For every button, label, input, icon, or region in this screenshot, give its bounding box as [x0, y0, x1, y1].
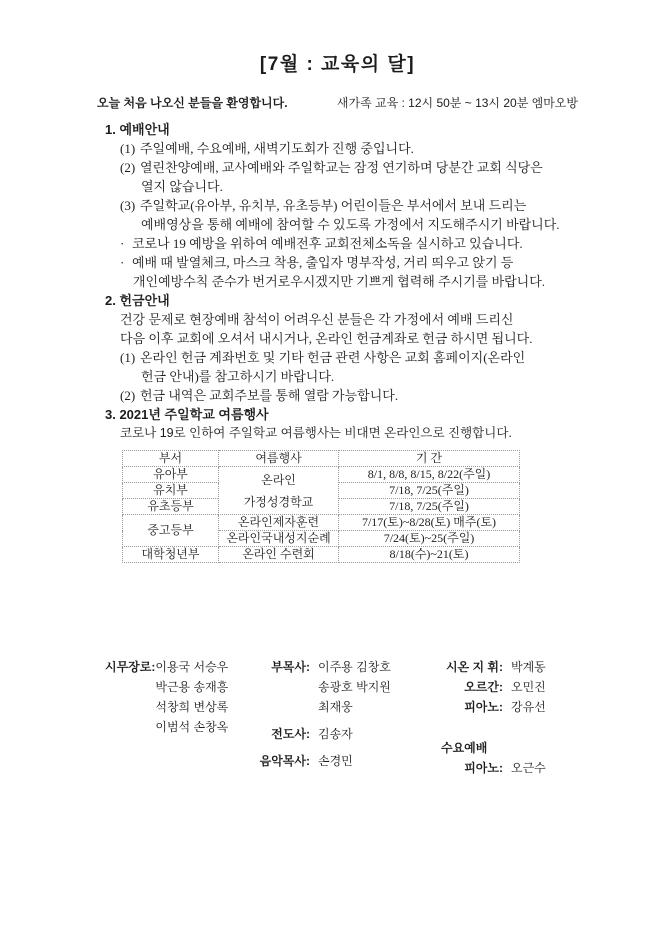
evangelist-name: 김송자: [318, 727, 353, 741]
table-row: [123, 515, 520, 531]
organist-name: 오민진: [511, 680, 546, 694]
event-line: 가정성경학교: [243, 494, 314, 509]
table-header-row: [123, 451, 520, 467]
item-text: 주일예배, 수요예배, 새벽기도회가 진행 중입니다.: [140, 141, 414, 156]
pianist-label: 피아노:: [464, 700, 503, 714]
cell-event: 온라인국내성지순례: [219, 531, 339, 547]
elder-name-line: 이범석 손창옥: [155, 720, 229, 734]
item-text: 주일학교(유아부, 유치부, 유초등부) 어린이들은 부서에서 보내 드리는: [140, 198, 527, 213]
pastor-name-line: 이주용 김창호: [318, 660, 391, 674]
item-marker: (1): [120, 350, 136, 365]
evangelist-label: 전도사:: [271, 727, 310, 741]
staff-col-pastors: [252, 657, 435, 778]
zion-conductor-label: 시온 지 휘:: [445, 660, 503, 674]
music-pastor-name: 손경민: [318, 754, 353, 768]
offering-item-1-cont: 헌금 안내)를 참고하시기 바랍니다.: [141, 369, 335, 384]
cell-period: 7/24(토)~25(주일): [339, 531, 520, 547]
staff-col-elders: [105, 657, 252, 778]
offering-item-2: [120, 386, 578, 405]
assoc-pastors-label: 부목사:: [271, 660, 310, 674]
elder-name-line: 박근용 송재흥: [155, 680, 229, 694]
music-pastor-label: 음악목사:: [259, 754, 310, 768]
item-text: 열린찬양예배, 교사예배와 주일학교는 잠정 연기하며 당분간 교회 식당은: [140, 160, 543, 175]
event-line: 온라인: [261, 472, 296, 487]
organist-entry: [435, 677, 578, 697]
organist-label: 오르간:: [464, 680, 503, 694]
page-title: [7월 : 교육의 달]: [259, 54, 416, 75]
worship-item-2-cont: 열지 않습니다.: [141, 179, 223, 194]
item-marker: (2): [120, 160, 136, 175]
assoc-pastors-entry: [252, 657, 435, 717]
item-marker: (2): [120, 388, 136, 403]
cell-event: 온라인제자훈련: [219, 515, 339, 531]
cell-period: 8/18(수)~21(토): [339, 547, 520, 563]
worship-note-2: [120, 253, 578, 272]
bullet-marker: ·: [120, 255, 125, 270]
cell-event: 온라인 수련회: [219, 547, 339, 563]
wednesday-pianist-name: 오근수: [511, 761, 546, 775]
item-text: 온라인 헌금 계좌번호 및 기타 헌금 관련 사항은 교회 홈페이지(온라인: [140, 350, 526, 365]
cell-dept: 중고등부: [123, 515, 219, 547]
offering-intro-1: 건강 문제로 현장예배 참석이 어려우신 분들은 각 가정에서 예배 드리신: [120, 312, 514, 327]
summer-events-table: [122, 450, 520, 563]
elders-names: [155, 657, 228, 737]
welcome-text: 오늘 처음 나오신 분들을 환영합니다.: [97, 96, 288, 110]
item-marker: (3): [120, 198, 136, 213]
worship-item-1: [120, 139, 578, 158]
worship-item-3-cont: 예배영상을 통해 예배에 참여할 수 있도록 가정에서 지도해주시기 바랍니다.: [141, 217, 560, 232]
cell-dept: 유치부: [123, 483, 219, 499]
worship-note-1: [120, 234, 578, 253]
newcomer-class-info: 새가족 교육 : 12시 50분 ~ 13시 20분 엠마오방: [336, 96, 578, 110]
offering-section-heading: 2. 헌금안내: [105, 293, 170, 308]
cell-period: 7/18, 7/25(주일): [339, 499, 520, 515]
bullet-marker: ·: [120, 236, 125, 251]
wednesday-pianist-entry: [435, 758, 578, 778]
worship-item-3: [120, 196, 578, 215]
offering-item-1: [120, 348, 578, 367]
staff-section: [105, 657, 578, 778]
cell-event-merged: [219, 467, 339, 515]
pastor-name-line: 송광호 박지원: [318, 680, 391, 694]
cell-period: 7/18, 7/25(주일): [339, 483, 520, 499]
zion-conductor-name: 박계동: [511, 660, 546, 674]
table-row: [123, 547, 520, 563]
top-row: [97, 95, 578, 111]
cell-dept: 유초등부: [123, 499, 219, 515]
wednesday-piano-label: 피아노:: [464, 761, 503, 775]
offering-intro-2: 다음 이후 교회에 오셔서 내시거나, 온라인 헌금계좌로 헌금 하시면 됩니다.: [120, 331, 533, 346]
item-text: 코로나 19 예방을 위하여 예배전후 교회전체소독을 실시하고 있습니다.: [132, 236, 523, 251]
worship-note-2-cont: 개인예방수칙 준수가 번거로우시겠지만 기쁘게 협력해 주시기를 바랍니다.: [133, 274, 546, 289]
header-event: 여름행사: [219, 451, 339, 467]
summer-section-heading: 3. 2021년 주일학교 여름행사: [105, 407, 269, 422]
pastor-name-line: 최재웅: [318, 700, 353, 714]
elder-name-line: 이용국 서승우: [155, 660, 229, 674]
cell-dept: 유아부: [123, 467, 219, 483]
header-period: 기 간: [339, 451, 520, 467]
item-text: 예배 때 발열체크, 마스크 착용, 출입자 명부작성, 거리 띄우고 앉기 등: [132, 255, 514, 270]
worship-section-heading: 1. 예배안내: [105, 122, 170, 137]
table-row: [123, 467, 520, 483]
pianist-entry: [435, 697, 578, 717]
cell-period: 7/17(토)~8/28(토) 매주(토): [339, 515, 520, 531]
elders-label: 시무장로:: [105, 660, 156, 674]
music-pastor-entry: [252, 751, 435, 771]
elder-name-line: 석창희 변상록: [155, 700, 229, 714]
worship-item-2: [120, 158, 578, 177]
zion-conductor-entry: [435, 657, 578, 677]
cell-period: 8/1, 8/8, 8/15, 8/22(주일): [339, 467, 520, 483]
staff-col-musicians: [435, 657, 578, 778]
wednesday-service-heading: 수요예배: [441, 741, 488, 755]
summer-intro: 코로나 19로 인하여 주일학교 여름행사는 비대면 온라인으로 진행합니다.: [120, 426, 512, 440]
pianist-name: 강유선: [511, 700, 546, 714]
wednesday-service-block: [435, 738, 578, 778]
cell-dept: 대학청년부: [123, 547, 219, 563]
evangelist-entry: [252, 724, 435, 744]
header-dept: 부서: [123, 451, 219, 467]
item-marker: (1): [120, 141, 136, 156]
assoc-pastors-names: [318, 657, 391, 717]
item-text: 헌금 내역은 교회주보를 통해 열람 가능합니다.: [140, 388, 399, 403]
elders-entry: [105, 657, 252, 737]
